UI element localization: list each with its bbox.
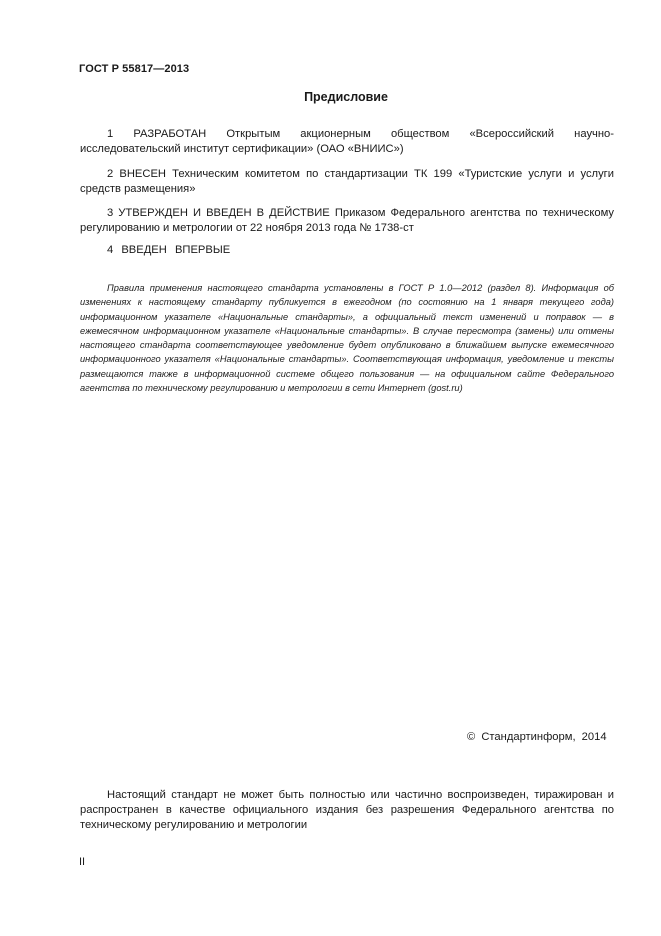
preface-item-1 bbox=[80, 127, 614, 157]
preface-item-3 bbox=[80, 206, 614, 236]
preface-item-1-line-1: 1 РАЗРАБОТАН Открытым акционерным обществом «Всероссийский научно- bbox=[107, 128, 614, 140]
page-title: Предисловие bbox=[304, 90, 388, 104]
preface-item-3-line-2: регулированию и метрологии от 22 ноября 2013 года № 1738-ст bbox=[80, 222, 414, 234]
document-code: ГОСТ Р 55817—2013 bbox=[79, 63, 190, 75]
preface-item-2-line-2: средств размещения» bbox=[80, 183, 196, 195]
preface-item-2 bbox=[80, 167, 614, 197]
application-note: Правила применения настоящего стандарта установлены в ГОСТ Р 1.0—2012 (раздел 8). Информация об изменениях к настоящему стандарту публикуется в ежегодном (по состоянию на 1 января текущего года) информационном указателе «Национальные стандарты», а официальный текст изменений и поправок — в ежемесячном информационном указателе «Национальные стандарты». В случае пересмотра (замены) или отмены настоящего стандарта соответствующее уведомление будет опубликовано в ближайшем выпуске ежемесячного информационного указателя «Национальные стандарты». Соответствующая информация, уведомление и тексты размещаются также в информационной системе общего пользования — на официальном сайте Федерального агентства по техническому регулированию и метрологии в сети Интернет (gost.ru) bbox=[80, 283, 614, 394]
preface-item-1-line-2: исследовательский институт сертификации» (ОАО «ВНИИС») bbox=[80, 143, 404, 155]
reproduction-notice: Настоящий стандарт не может быть полностью или частично воспроизведен, тиражирован и распространен в качестве официального издания без разрешения Федерального агентства по техническому регулированию и метрологии bbox=[80, 789, 614, 831]
preface-item-2-line-1: 2 ВНЕСЕН Техническим комитетом по стандартизации ТК 199 «Туристские услуги и услуги bbox=[107, 168, 614, 180]
copyright-line: © Стандартинформ, 2014 bbox=[467, 731, 607, 743]
preface-item-4: 4 ВВЕДЕН ВПЕРВЫЕ bbox=[107, 244, 231, 256]
preface-item-3-line-1: 3 УТВЕРЖДЕН И ВВЕДЕН В ДЕЙСТВИЕ Приказом Федерального агентства по техническому bbox=[107, 207, 614, 219]
page-number: II bbox=[79, 856, 86, 868]
